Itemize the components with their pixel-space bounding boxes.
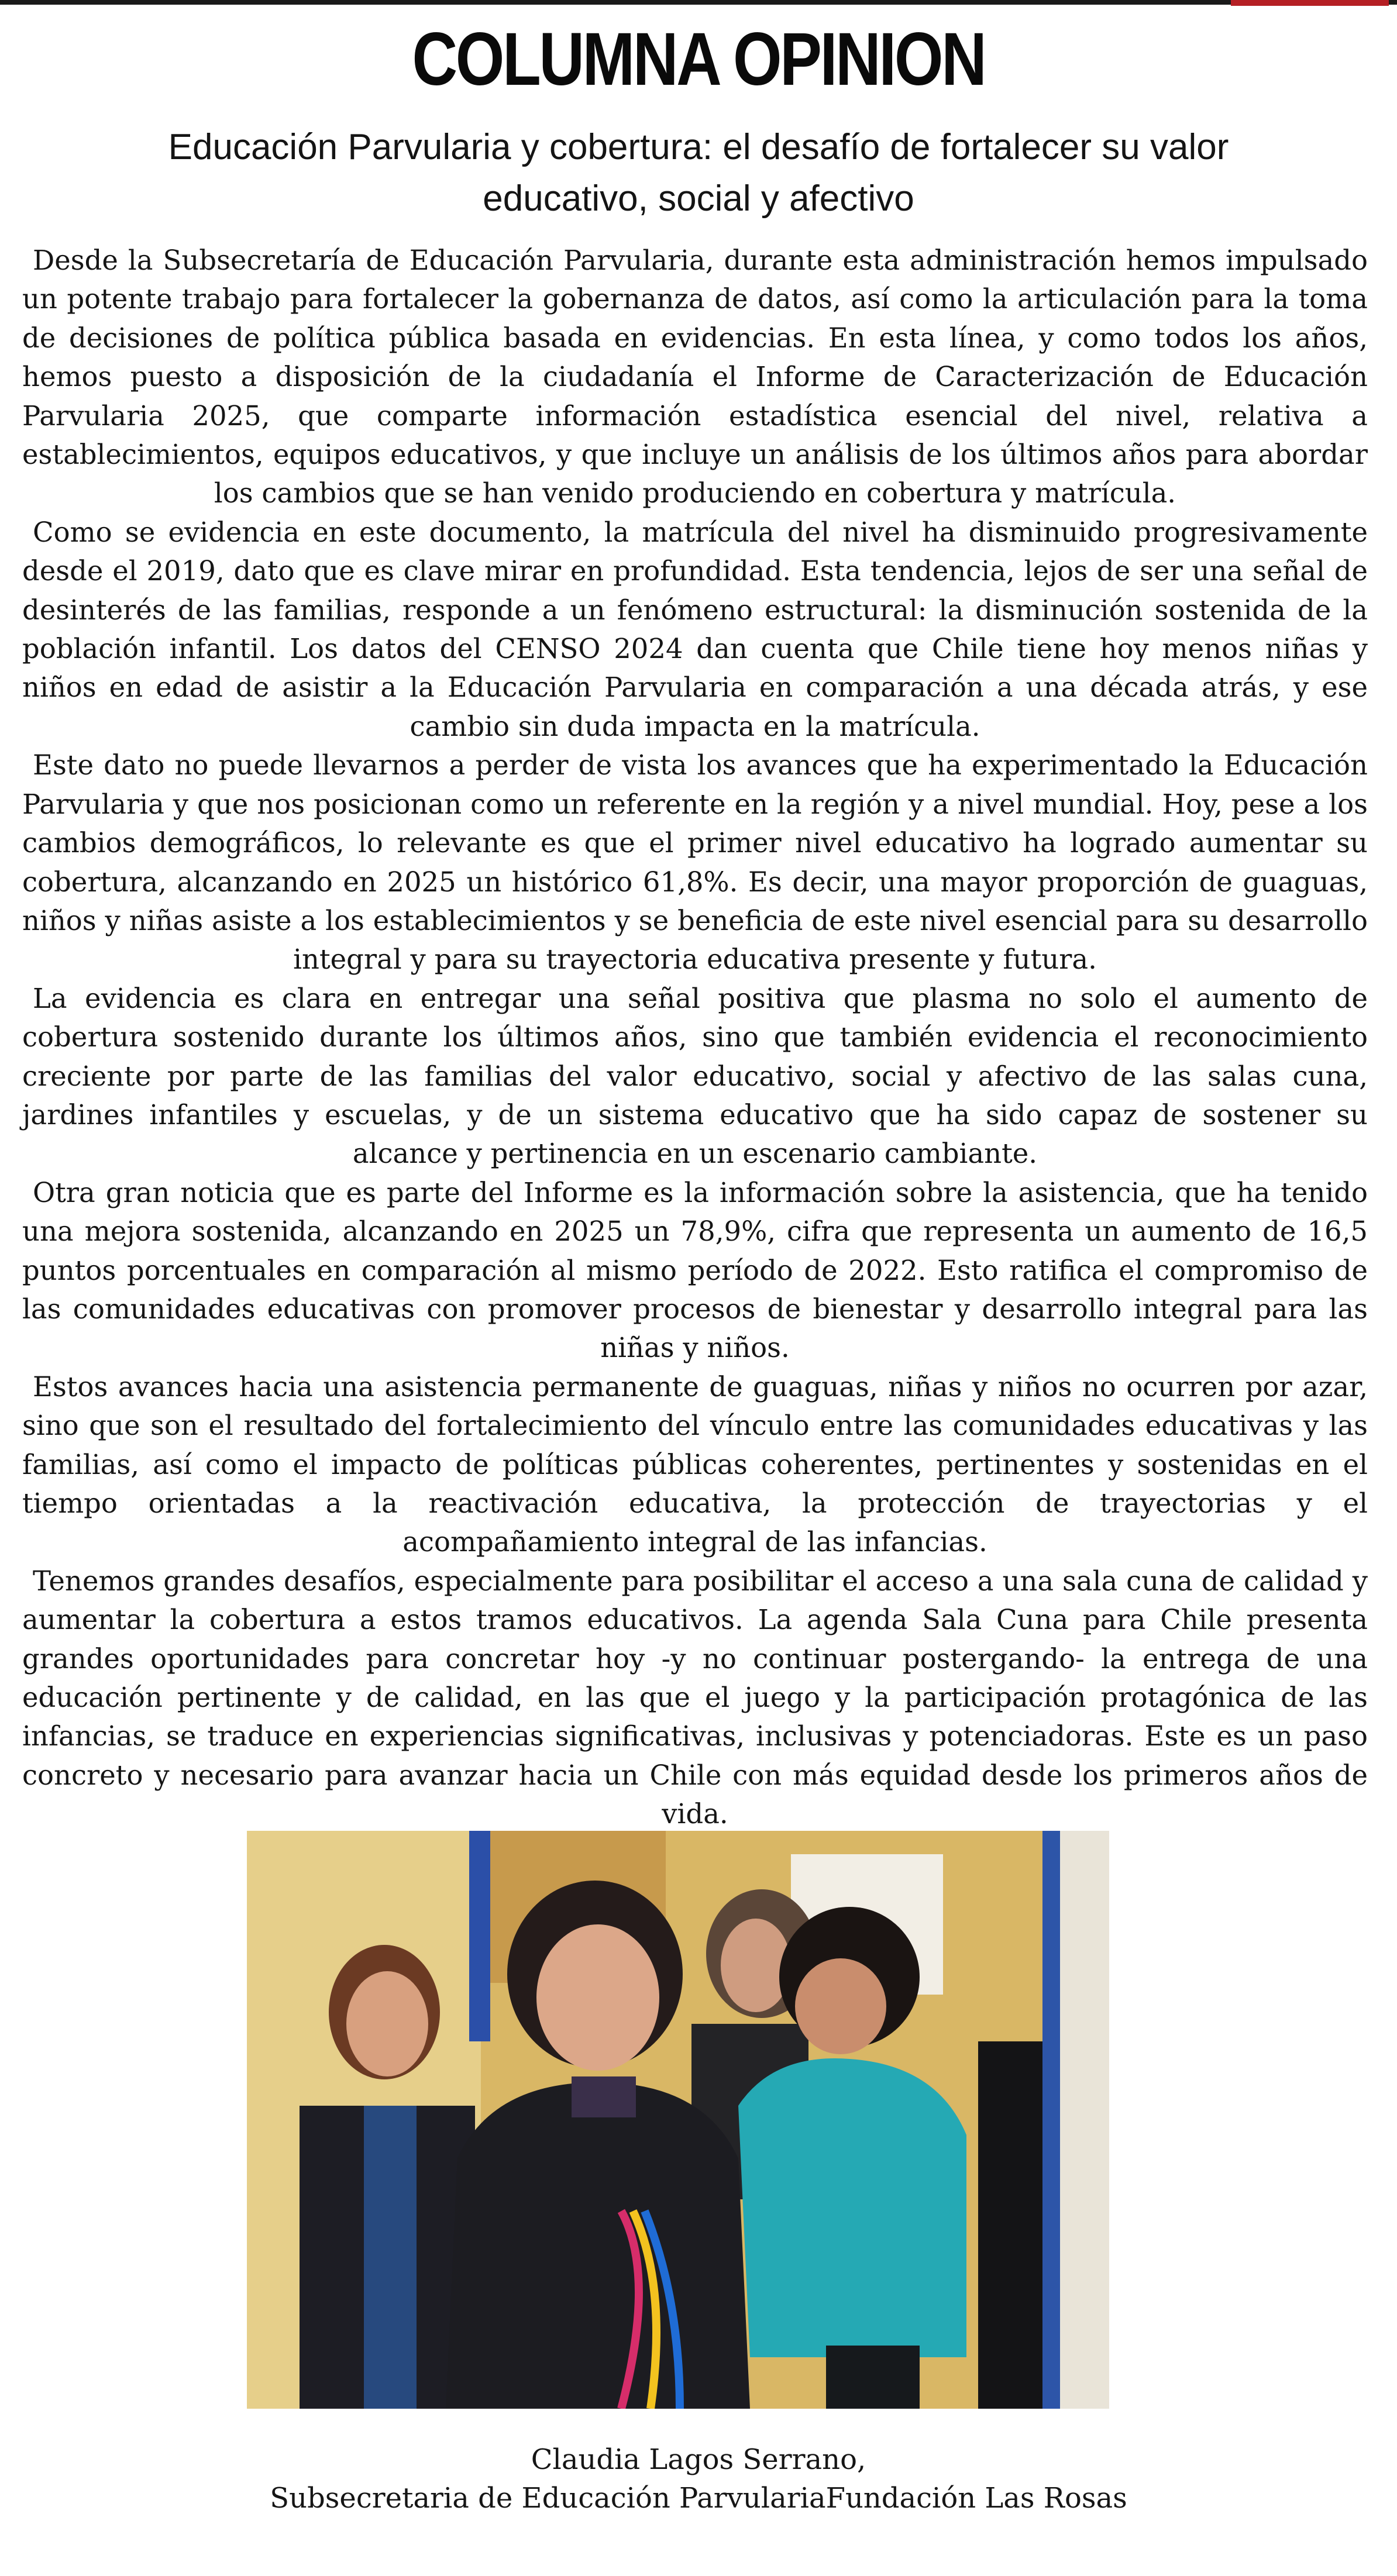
article-paragraph: Este dato no puede llevarnos a perder de vista los avances que ha experimentado la Educación Parvularia y que nos posicionan como un referente en la región y a nivel mundial. Hoy, pese a los cambios demográficos, lo relevante es que el primer nivel educativo ha logrado aumentar su cobertura, alcanzando en 2025 un histórico 61,8%. Es decir, una mayor proporción de guaguas, niños y niñas asiste a los establecimientos y se beneficia de este nivel esencial para su desarrollo integral y para su trayectoria educativa presente y futura. [22, 749, 1368, 976]
top-rule [0, 0, 1397, 5]
article-photo [247, 1831, 1109, 2409]
signature-block [0, 2440, 1397, 2518]
article-paragraph: Otra gran noticia que es parte del Informe es la información sobre la asistencia, que ha tenido una mejora sostenida, alcanzando en 2025 un 78,9%, cifra que representa un aumento de 16,5 puntos porcentuales en comparación al mismo período de 2022. Esto ratifica el compromiso de las comunidades educativas con promover procesos de bienestar y desarrollo integral para las niñas y niños. [22, 1176, 1368, 1364]
article-paragraph: Como se evidencia en este documento, la matrícula del nivel ha disminuido progresivamente desde el 2019, dato que es clave mirar en profundidad. Esta tendencia, lejos de ser una señal de desinterés de las familias, responde a un fenómeno estructural: la disminución sostenida de la población infantil. Los datos del CENSO 2024 dan cuenta que Chile tiene hoy menos niñas y niños en edad de asistir a la Educación Parvularia en comparación a una década atrás, y ese cambio sin duda impacta en la matrícula. [22, 516, 1368, 742]
article-paragraph: Estos avances hacia una asistencia permanente de guaguas, niñas y niños no ocurren por azar, sino que son el resultado del fortalecimiento del vínculo entre las comunidades educativas y las familias, así como el impacto de políticas públicas coherentes, pertinentes y sostenidas en el tiempo orientadas a la reactivación educativa, la protección de trayectorias y el acompañamiento integral de las infancias. [22, 1370, 1368, 1558]
article-paragraph: La evidencia es clara en entregar una señal positiva que plasma no solo el aumento de cobertura sostenido durante los últimos años, sino que también evidencia el reconocimiento creciente por parte de las familias del valor educativo, social y afectivo de las salas cuna, jardines infantiles y escuelas, y de un sistema educativo que ha sido capaz de sostener su alcance y pertinencia en un escenario cambiante. [22, 982, 1368, 1170]
article-headline: Educación Parvularia y cobertura: el desafío de fortalecer su valor educativo, social y afectivo [168, 127, 1229, 219]
photo-illustration [247, 1831, 1109, 2409]
article-paragraph: Desde la Subsecretaría de Educación Parvularia, durante esta administración hemos impulsado un potente trabajo para fortalecer la gobernanza de datos, así como la articulación para la toma de decisiones de política pública basada en evidencias. En esta línea, y como todos los años, hemos puesto a disposición de la ciudadanía el Informe de Caracterización de Educación Parvularia 2025, que comparte información estadística esencial del nivel, relativa a establecimientos, equipos educativos, y que incluye un análisis de los últimos años para abordar los cambios que se han venido produciendo en cobertura y matrícula. [22, 244, 1368, 509]
article-body [22, 241, 1368, 1834]
author-role: Subsecretaria de Educación ParvulariaFundación Las Rosas [270, 2482, 1127, 2515]
section-title: COLUMNA OPINION [412, 18, 985, 101]
author-name: Claudia Lagos Serrano, [531, 2443, 866, 2476]
article-paragraph: Tenemos grandes desafíos, especialmente para posibilitar el acceso a una sala cuna de calidad y aumentar la cobertura a estos tramos educativos. La agenda Sala Cuna para Chile presenta grandes oportunidades para concretar hoy -y no continuar postergando- la entrega de una educación pertinente y de calidad, en las que el juego y la participación protagónica de las infancias, se traduce en experiencias significativas, inclusivas y potenciadoras. Este es un paso concreto y necesario para avanzar hacia un Chile con más equidad desde los primeros años de vida. [22, 1565, 1368, 1830]
top-accent-bar [1231, 0, 1389, 6]
